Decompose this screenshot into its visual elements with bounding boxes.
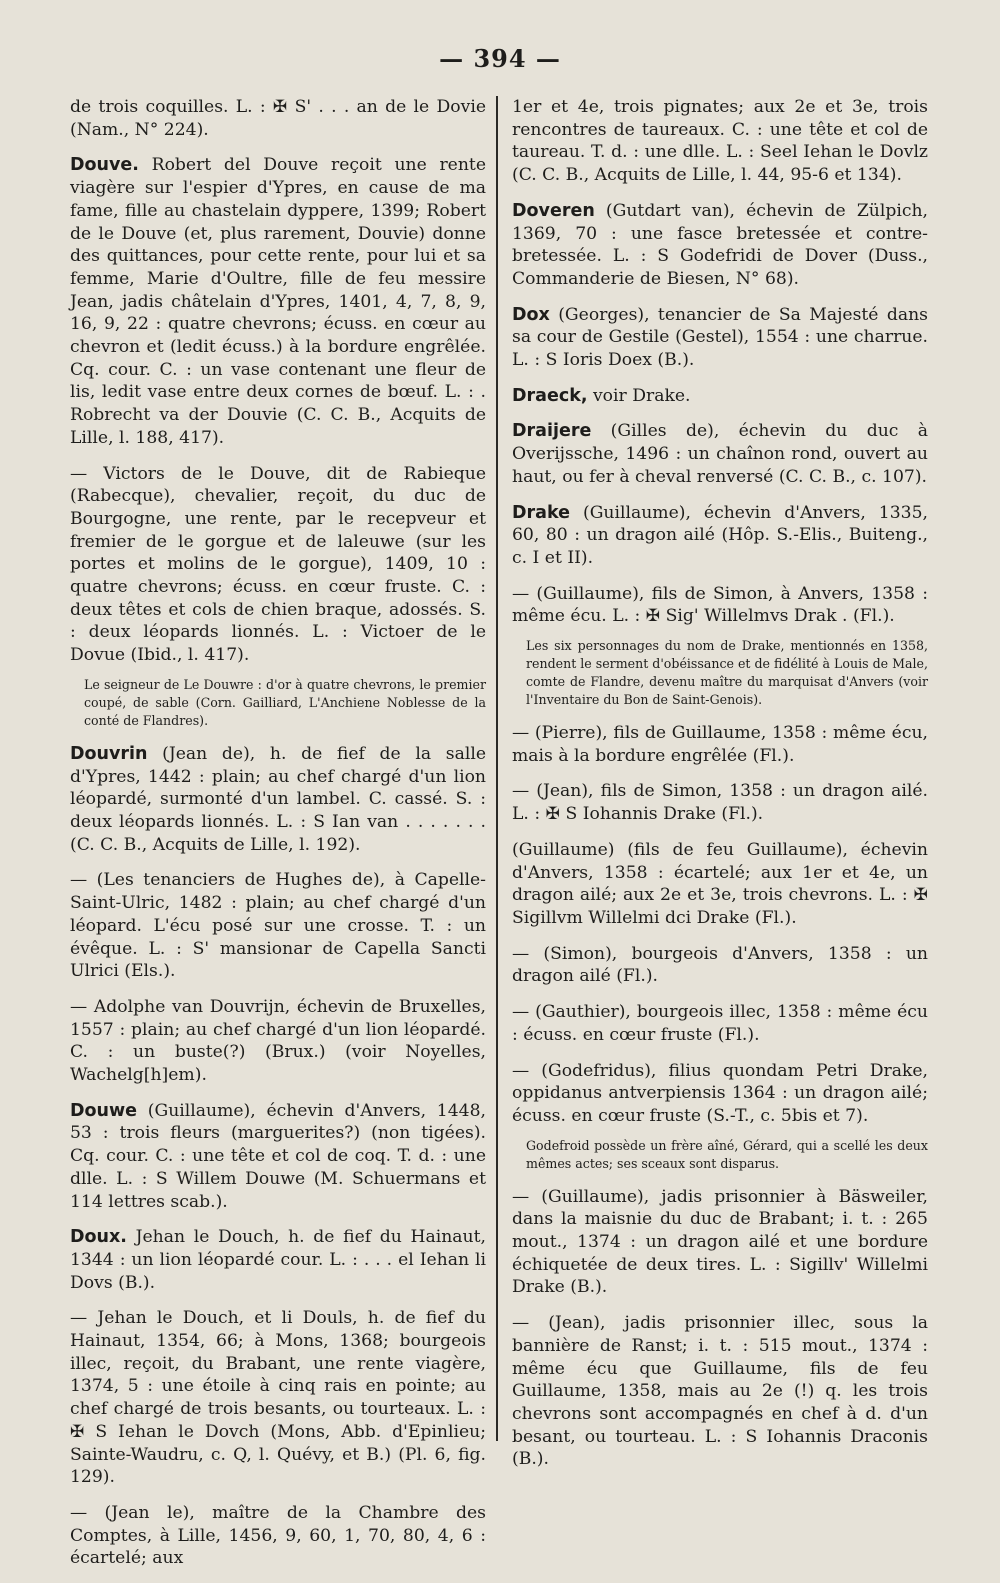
entry-paragraph bbox=[512, 502, 928, 570]
entry-text: — (Jean le), maître de la Chambre des Comptes, à Lille, 1456, 9, 60, 1, 70, 80, 4, 6 : écartelé; aux bbox=[70, 1502, 486, 1569]
entry-text: voir Drake. bbox=[587, 385, 691, 406]
entry-headword: Dox bbox=[512, 304, 550, 325]
continuation-paragraph bbox=[70, 463, 486, 667]
continuation-paragraph bbox=[512, 1312, 928, 1471]
continuation-paragraph bbox=[512, 943, 928, 988]
right-column bbox=[512, 96, 928, 1484]
entry-text: Les six personnages du nom de Drake, mentionnés en 1358, rendent le serment d'obéissance et de fidélité à Louis de Male, comte de Flandre, devenu maître du marquisat d'Anvers (voir l'Inventaire du Bon de Saint-Genois). bbox=[526, 638, 928, 708]
continuation-paragraph bbox=[512, 1001, 928, 1046]
entry-text: 1er et 4e, trois pignates; aux 2e et 3e, trois rencontres de taureaux. C. : une tête et col de taureau. T. d. : une dlle. L. : Seel Iehan le Dovlz (C. C. B., Acquits de Lille, l. 44, 95-6 et 134). bbox=[512, 97, 928, 186]
entry-headword: Douwe bbox=[70, 1100, 138, 1121]
entry-text: (Guillaume), échevin d'Anvers, 1448, 53 : trois fleurs (marguerites?) (non tigées). Cq. cour. C. : une tête et col de coq. T. d. : une dlle. L. : S Willem Douwe (M. Schuermans et 114 lettres scab.). bbox=[70, 1100, 486, 1212]
continuation-paragraph bbox=[512, 839, 928, 930]
entry-text: — (Guillaume), jadis prisonnier à Bäsweiler, dans la maisnie du duc de Brabant; i. t. : 265 mout., 1374 : un dragon ailé et une bordure échiquetée de deux tires. L. : Sigillv' Willelmi Drake (B.). bbox=[512, 1186, 928, 1298]
left-column bbox=[70, 96, 486, 1583]
entry-paragraph bbox=[70, 743, 486, 857]
entry-text: (Gilles de), échevin du duc à Overijssche, 1496 : un chaînon rond, ouvert au haut, ou fer à cheval renversé (C. C. B., c. 107). bbox=[512, 421, 928, 487]
entry-text: — (Les tenanciers de Hughes de), à Capelle-Saint-Ulric, 1482 : plain; au chef chargé d'un léopard. L'écu posé sur une crosse. T. : un évêque. L. : S' mansionar de Capella Sancti Ulrici (Els.). bbox=[70, 870, 486, 982]
continuation-paragraph bbox=[70, 996, 486, 1087]
entry-text: — (Jean), jadis prisonnier illec, sous la bannière de Ranst; i. t. : 515 mout., 1374 : même écu que Guillaume, fils de feu Guillaume, 1358, mais au 2e (!) q. les trois chevrons sont accompagnés en chef à d. d'un besant, ou tourteau. L. : S Iohannis Draconis (B.). bbox=[512, 1313, 928, 1470]
entry-paragraph bbox=[512, 385, 928, 408]
entry-text: Jehan le Douch, h. de fief du Hainaut, 1344 : un lion léopardé cour. L. : . . . el Iehan li Dovs (B.). bbox=[70, 1227, 486, 1293]
entry-headword: Douvrin bbox=[70, 743, 148, 764]
continuation-paragraph bbox=[70, 96, 486, 141]
page-number: — 394 — bbox=[439, 44, 561, 73]
entry-text: Le seigneur de Le Douwre : d'or à quatre chevrons, le premier coupé, de sable (Corn. Gailliard, L'Anchiene Noblesse de la conté de Flandres). bbox=[84, 676, 486, 728]
note-paragraph bbox=[526, 637, 928, 709]
entry-headword: Draijere bbox=[512, 421, 592, 442]
entry-headword: Drake bbox=[512, 502, 571, 523]
note-paragraph bbox=[526, 1137, 928, 1173]
entry-paragraph bbox=[70, 1226, 486, 1294]
entry-text: Robert del Douve reçoit une rente viagère sur l'espier d'Ypres, en cause de ma fame, fille au chastelain dyppere, 1399; Robert de le Douve (et, plus rarement, Douvie) donne des quittances, pour cette rente, pour lui et sa femme, Marie d'Oultre, fille de feu messire Jean, jadis châtelain d'Ypres, 1401, 4, 7, 8, 9, 16, 9, 22 : quatre chevrons; écuss. en cœur au chevron et (ledit écuss.) à la bordure engrêlée. Cq. cour. C. : un vase contenant une fleur de lis, ledit vase entre deux cornes de bœuf. L. : . Robrecht va der Douvie (C. C. B., Acquits de Lille, l. 188, 417). bbox=[70, 155, 486, 448]
entry-text: — Jehan le Douch, et li Douls, h. de fief du Hainaut, 1354, 66; à Mons, 1368; bourgeois illec, reçoit, du Brabant, une rente viagère, 1374, 5 : une étoile à cinq rais en pointe; au chef chargé de trois besants, ou tourteaux. L. : ✠ S Iehan le Dovch (Mons, Abb. d'Epinlieu; Sainte-Waudru, c. Q, l. Quévy, et B.) (Pl. 6, fig. 129). bbox=[70, 1308, 486, 1488]
entry-paragraph bbox=[70, 1100, 486, 1214]
entry-paragraph bbox=[512, 304, 928, 372]
entry-text: — (Guillaume), fils de Simon, à Anvers, 1358 : même écu. L. : ✠ Sig' Willelmvs Drak . (Fl.). bbox=[512, 583, 928, 627]
entry-text: (Jean de), h. de fief de la salle d'Ypres, 1442 : plain; au chef chargé d'un lion léopardé, surmonté d'un lambel. C. cassé. S. : deux léopards lionnés. L. : S Ian van . . . . . . . (C. C. B., Acquits de Lille, l. 192). bbox=[70, 743, 486, 855]
entry-text: — Victors de le Douve, dit de Rabieque (Rabecque), chevalier, reçoit, du duc de Bourgogne, une rente, par le recepveur et fremier de le gorgue et de laleuwe (sur les portes et molins de le gorgue), 1409, 10 : quatre chevrons; écuss. en cœur fruste. C. : deux têtes et cols de chien braque, adossés. S. : deux léopards lionnés. L. : Victoer de le Dovue (Ibid., l. 417). bbox=[70, 463, 486, 666]
continuation-paragraph bbox=[512, 780, 928, 825]
entry-text: (Gutdart van), échevin de Zülpich, 1369, 70 : une fasce bretessée et contre-bretessée. L. : S Godefridi de Dover (Duss., Commanderie de Biesen, N° 68). bbox=[512, 200, 928, 289]
entry-text: de trois coquilles. L. : ✠ S' . . . an de le Dovie (Nam., N° 224). bbox=[70, 97, 486, 140]
continuation-paragraph bbox=[512, 722, 928, 767]
entry-text: — (Pierre), fils de Guillaume, 1358 : même écu, mais à la bordure engrêlée (Fl.). bbox=[512, 723, 928, 766]
continuation-paragraph bbox=[512, 1186, 928, 1300]
column-divider bbox=[496, 96, 498, 1441]
entry-headword: Draeck, bbox=[512, 385, 588, 406]
entry-text: — (Simon), bourgeois d'Anvers, 1358 : un dragon ailé (Fl.). bbox=[512, 943, 928, 987]
entry-text: — (Jean), fils de Simon, 1358 : un dragon ailé. L. : ✠ S Iohannis Drake (Fl.). bbox=[512, 781, 928, 825]
entry-text: — (Gauthier), bourgeois illec, 1358 : même écu : écuss. en cœur fruste (Fl.). bbox=[512, 1002, 928, 1045]
entry-paragraph bbox=[512, 420, 928, 488]
continuation-paragraph bbox=[512, 96, 928, 187]
continuation-paragraph bbox=[70, 869, 486, 983]
entry-headword: Doux. bbox=[70, 1227, 127, 1248]
continuation-paragraph bbox=[512, 583, 928, 628]
entry-text: (Guillaume), échevin d'Anvers, 1335, 60, 80 : un dragon ailé (Hôp. S.-Elis., Buiteng., c. I et II). bbox=[512, 502, 928, 568]
continuation-paragraph bbox=[512, 1060, 928, 1128]
entry-paragraph bbox=[512, 200, 928, 291]
entry-text: — Adolphe van Douvrijn, échevin de Bruxelles, 1557 : plain; au chef chargé d'un lion léopardé. C. : un buste(?) (Brux.) (voir Noyelles, Wachelg[h]em). bbox=[70, 996, 486, 1086]
continuation-paragraph bbox=[70, 1502, 486, 1570]
entry-text: Godefroid possède un frère aîné, Gérard, qui a scellé les deux mêmes actes; ses sceaux sont disparus. bbox=[526, 1137, 928, 1171]
entry-text: (Georges), tenancier de Sa Majesté dans sa cour de Gestile (Gestel), 1554 : une charrue. L. : S Ioris Doex (B.). bbox=[512, 304, 928, 371]
entry-headword: Doveren bbox=[512, 200, 595, 221]
continuation-paragraph bbox=[70, 1307, 486, 1489]
entry-text: (Guillaume) (fils de feu Guillaume), échevin d'Anvers, 1358 : écartelé; aux 1er et 4e, un dragon ailé; aux 2e et 3e, trois chevrons. L. : ✠ Sigillvm Willelmi dci Drake (Fl.). bbox=[512, 839, 928, 928]
entry-headword: Douve. bbox=[70, 155, 139, 176]
entry-paragraph bbox=[70, 154, 486, 449]
entry-text: — (Godefridus), filius quondam Petri Drake, oppidanus antverpiensis 1364 : un dragon ailé; écuss. en cœur fruste (S.-T., c. 5bis et 7). bbox=[512, 1060, 928, 1126]
note-paragraph bbox=[84, 676, 486, 730]
